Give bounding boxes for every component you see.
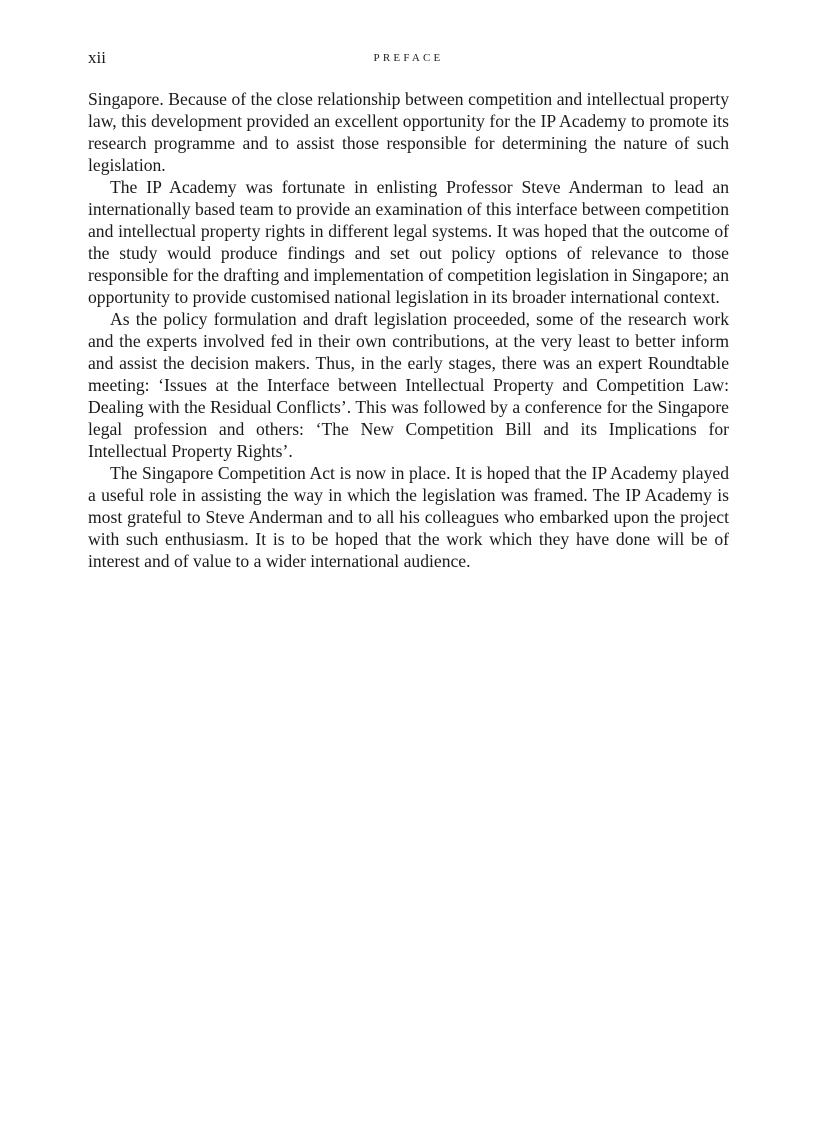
paragraph: As the policy formulation and draft legislation proceeded, some of the research work and the experts involved fed in their own contributions, at the very least to better inform and assist the decision makers. Thus, in the early stages, there was an expert Roundtable meeting: ‘Issues at the Interface between Intellectual Property and Competition Law: Dealing with the Residual Conflicts’. This was followed by a conference for the Singapore legal profession and others: ‘The New Competition Bill and its Implications for Intellectual Property Rights’. <box>88 309 729 461</box>
book-page <box>88 46 729 572</box>
paragraph: The IP Academy was fortunate in enlisting Professor Steve Anderman to lead an internationally based team to provide an examination of this interface between competition and intellectual property rights in different legal systems. It was hoped that the outcome of the study would produce findings and set out policy options of relevance to those responsible for the drafting and implementation of competition legislation in Singapore; an opportunity to provide customised national legislation in its broader international context. <box>88 177 729 307</box>
running-head <box>88 46 729 70</box>
running-head-title: PREFACE <box>373 52 444 64</box>
body-text <box>88 88 729 572</box>
page-number: xii <box>88 48 106 67</box>
paragraph-continued: Singapore. Because of the close relationship between competition and intellectual property law, this development provided an excellent opportunity for the IP Academy to promote its research programme and to assist those responsible for determining the nature of such legislation. <box>88 89 729 175</box>
paragraph: The Singapore Competition Act is now in place. It is hoped that the IP Academy played a useful role in assisting the way in which the legislation was framed. The IP Academy is most grateful to Steve Anderman and to all his colleagues who embarked upon the project with such enthusiasm. It is to be hoped that the work which they have done will be of interest and of value to a wider international audience. <box>88 463 729 571</box>
